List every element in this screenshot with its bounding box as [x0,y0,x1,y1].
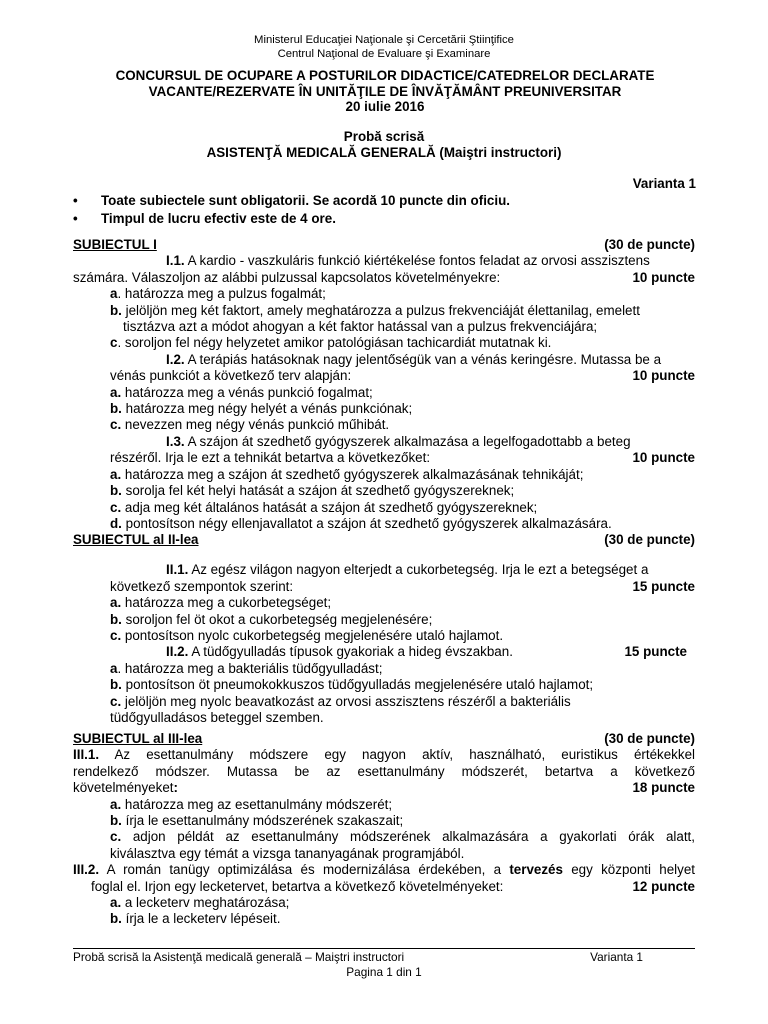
item-text: . határozza meg a bakteriális tüdőgyulladást; [117,660,383,676]
question-points: 10 puncte [632,450,695,466]
rule-item: • Toate subiectele sunt obligatorii. Se acordă 10 puncte din oficiu. [73,193,510,211]
question-line: követelményeket [73,780,174,796]
question-item [73,612,695,628]
item-text: a lecketerv meghatározása; [121,895,290,911]
item-letter: c. [110,829,122,845]
question-emphasis: tervezés [509,862,563,878]
question-item [73,467,695,483]
question-line: A tüdőgyulladás típusok gyakoriak a hideg évszakban. [188,644,513,660]
exam-subject: ASISTENŢĂ MEDICALĂ GENERALĂ (Maiştri instructori) [206,145,562,160]
question-line: Az egész világon nagyon elterjedt a cukorbetegség. Irja le ezt a betegséget a [188,562,649,578]
item-letter: c. [110,417,122,433]
question-number: I.3. [166,433,185,449]
rule-item: • Timpul de lucru efectiv este de 4 ore. [73,211,510,229]
page-footer [73,948,695,980]
question-item [73,286,695,302]
question-item [73,694,695,710]
question-points: 10 puncte [632,269,695,285]
question-text [73,562,695,578]
question-row [73,879,695,895]
question-number: I.1. [166,253,185,269]
exam-type: Probă scrisă [343,129,425,144]
item-continuation: kiválasztva egy témát a vizsga tananyagának programjából. [110,845,465,861]
question-line: A kardio - vaszkuláris funkció kiértékelése fontos feladat az orvosi asszisztens [184,253,650,269]
question-text [73,434,695,450]
title-date: 20 iulie 2016 [345,99,425,115]
item-letter: d. [110,515,122,531]
question-item [73,516,695,532]
item-text: pontosítson négy ellenjavallatot a szájon át szedhető gyógyszerek alkalmazására. [121,515,612,531]
item-text: . soroljon fel négy helyzetet amikor patológiásan tachicardiát mutatnak ki. [117,335,552,351]
competition-title [105,68,665,115]
item-text: jelöljön meg nyolc beavatkozást az orvosi asszisztens részéről a bakteriális [121,693,571,709]
subject-3-points: (30 de puncte) [604,731,695,746]
question-line: rendelkező módszer. Mutassa be az esettanulmány módszerét, betartva a következő [73,763,695,779]
item-text: határozza meg a szájon át szedhető gyógyszerek alkalmazásának tehnikáját; [121,466,584,482]
item-letter: a. [110,796,122,812]
footer-exam-label: Probă scrisă la Asistenţă medicală generală – Maiştri instructori [73,950,405,964]
item-letter: a [110,660,118,676]
item-letter: a [110,286,118,302]
question-row [73,780,695,796]
question-points: 15 puncte [632,578,695,594]
question-number: I.2. [166,351,185,367]
subject-3-heading [73,731,695,747]
document-header [0,33,768,61]
question-points: 18 puncte [632,780,695,796]
question-item [73,595,695,611]
item-continuation: tisztázva azt a módot ahogyan a két faktor hatással van a pulzus frekvenciájára; [123,319,598,335]
question-line: számára. Válaszoljon az alábbi pulzussal kapcsolatos követelményekre: [73,269,501,285]
question-line: egy központi helyet [562,862,696,878]
question-item [73,303,695,319]
question-line: Az esettanulmány módszere egy nagyon aktív, használható, euristikus értékekkel [99,747,695,763]
question-item [73,483,695,499]
question-text [73,352,695,368]
question-line: vénás punkciót a következő terv alapján: [110,368,352,384]
item-text: határozza meg a vénás punkció fogalmat; [121,384,373,400]
item-letter: a. [110,466,122,482]
subject-2-points: (30 de puncte) [604,532,695,547]
question-item [73,417,695,433]
footer-row [73,950,695,965]
question-points: 10 puncte [632,368,695,384]
question-line: A román tanügy optimizálása és modernizálása érdekében, a [99,862,510,878]
item-letter: b. [110,302,122,318]
question-number: II.1. [166,562,189,578]
question-row [73,450,695,466]
ministry-name: Ministerul Educaţiei Naţionale şi Cercetării Ştiinţifice [254,34,514,46]
question-text [73,747,695,763]
question-item [73,829,695,845]
item-text: adjon példát az esettanulmány módszerének alkalmazására a gyakorlati órák alatt, [121,829,695,845]
footer-page-number: Pagina 1 din 1 [346,965,422,979]
item-letter: b. [110,483,122,499]
item-text: pontosítson öt pneumokokkuszos tüdőgyulladás megjelenésére utaló hajlamot; [121,677,594,693]
subject-1-section [73,237,695,532]
subject-3-title: SUBIECTUL al III-lea [73,731,203,746]
item-text: határozza meg a cukorbetegséget; [121,595,332,611]
question-row [73,270,695,286]
item-text: írja le esettanulmány módszerének szakaszait; [121,813,404,829]
item-letter: a. [110,595,122,611]
question-item [73,401,695,417]
question-number: III.2. [73,862,100,878]
variant-label: Varianta 1 [632,176,696,191]
question-item [73,500,695,516]
item-text: . határozza meg a pulzus fogalmát; [117,286,326,302]
item-letter: b. [110,401,122,417]
question-item [73,813,695,829]
item-letter: b. [110,911,122,927]
question-item [73,895,695,911]
item-letter: b. [110,611,122,627]
item-letter: a. [110,384,122,400]
item-text: sorolja fel két helyi hatását a szájon át szedhető gyógyszereknek; [121,483,515,499]
rules-list [73,193,510,229]
question-number: II.2. [166,644,189,660]
subject-1-points: (30 de puncte) [604,237,695,252]
item-text: írja le a lecketerv lépéseit. [121,911,281,927]
question-row [73,368,695,384]
question-line: A terápiás hatásoknak nagy jelentőségük van a vénás keringésre. Mutassa be a [184,351,662,367]
question-line: részéről. Irja le ezt a tehnikát betartva a következőket: [110,450,431,466]
item-letter: b. [110,677,122,693]
subject-1-heading [73,237,695,253]
question-line: foglal el. Irjon egy lecketervet, betartva a következő követelményeket: [91,878,504,894]
subject-2-heading [73,532,695,548]
title-line-1: CONCURSUL DE OCUPARE A POSTURILOR DIDACTICE/CATEDRELOR DECLARATE [115,68,655,83]
item-text: határozza meg az esettanulmány módszerét; [121,796,393,812]
question-item [73,677,695,693]
question-colon: : [173,780,178,796]
title-line-2: VACANTE/REZERVATE ÎN UNITĂŢILE DE ÎNVĂŢĂMÂNT PREUNIVERSITAR [148,83,622,99]
item-letter: c. [110,693,122,709]
footer-variant: Varianta 1 [590,950,643,964]
question-text [73,862,695,878]
question-item [73,911,695,927]
item-letter: c [110,335,118,351]
question-item [73,335,695,351]
question-row [73,644,695,660]
question-item [73,797,695,813]
question-points: 12 puncte [632,878,695,894]
item-continuation: tüdőgyulladásos beteggel szemben. [110,710,324,726]
item-text: adja meg két általános hatását a szájon át szedhető gyógyszereknek; [121,499,538,515]
center-name: Centrul Naţional de Evaluare şi Examinare [277,48,491,61]
subject-1-title: SUBIECTUL I [73,237,157,252]
question-item [73,661,695,677]
item-letter: a. [110,895,122,911]
exam-heading [0,129,768,161]
item-letter: c. [110,499,122,515]
question-line: A szájon át szedhető gyógyszerek alkalmazása a legelfogadottabb a beteg [184,433,631,449]
subject-2-section [73,532,695,726]
question-item [73,628,695,644]
item-letter: b. [110,813,122,829]
subject-2-title: SUBIECTUL al II-lea [73,532,199,547]
question-row [73,579,695,595]
question-number: III.1. [73,747,100,763]
item-text: jelöljön meg két faktort, amely meghatározza a pulzus frekvenciáját élettanilag, emelett [121,302,640,318]
item-text: határozza meg négy helyét a vénás punkciónak; [121,401,413,417]
item-text: nevezzen meg négy vénás punkció műhibát. [121,417,390,433]
question-points: 15 puncte [624,644,687,660]
question-item [73,385,695,401]
item-text: soroljon fel öt okot a cukorbetegség megjelenésére; [121,611,433,627]
subject-3-section [73,731,695,928]
question-line: következő szempontok szerint: [110,578,294,594]
item-text: pontosítson nyolc cukorbetegség megjelenésére utaló hajlamot. [121,628,504,644]
question-text [73,253,695,269]
item-letter: c. [110,628,122,644]
